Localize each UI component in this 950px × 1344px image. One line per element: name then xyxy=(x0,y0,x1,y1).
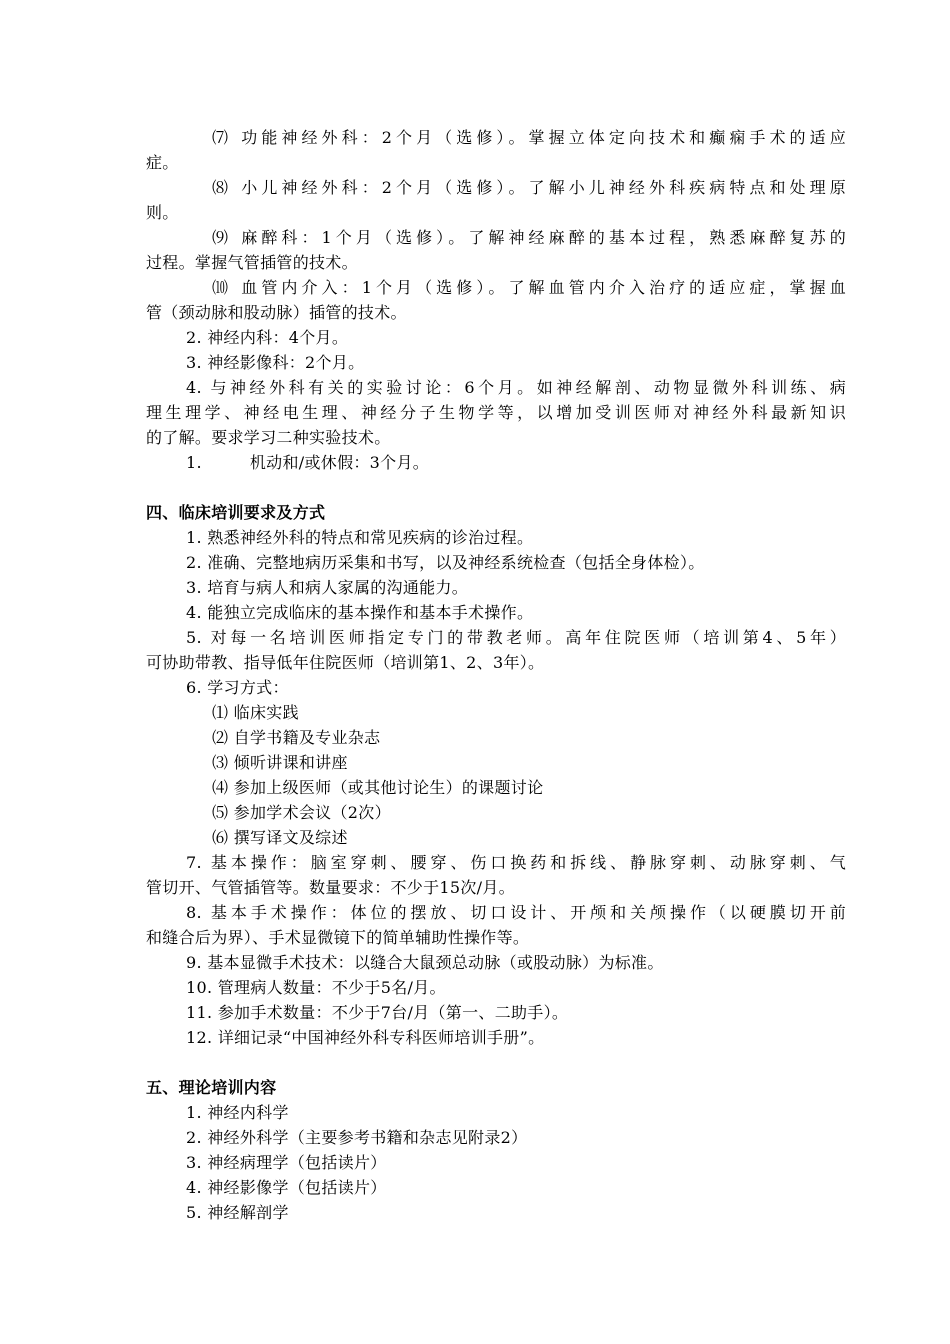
s4-item-3: 3. 培育与病人和病人家属的沟通能力。 xyxy=(186,578,469,597)
s4-item-1: 1. 熟悉神经外科的特点和常见疾病的诊治过程。 xyxy=(186,528,534,547)
s4-method-2: ⑵ 自学书籍及专业杂志 xyxy=(212,728,381,747)
s4-method-6: ⑹ 撰写译文及综述 xyxy=(212,828,348,847)
s4-method-4: ⑷ 参加上级医师（或其他讨论生）的课题讨论 xyxy=(212,778,544,797)
item-leave xyxy=(186,451,846,475)
s4-method-1: ⑴ 临床实践 xyxy=(212,703,299,722)
section-4-heading: 四、临床培训要求及方式 xyxy=(146,503,326,522)
s4-item-7-line-2: 管切开、气管插管等。数量要求：不少于15次/月。 xyxy=(146,878,515,897)
item-leave-text: 机动和/或休假：3个月。 xyxy=(249,453,430,472)
s4-item-8-line-1: 8. 基本手术操作：体位的摆放、切口设计、开颅和关颅操作（以硬膜切开前 xyxy=(186,903,846,922)
s5-item-2: 2. 神经外科学（主要参考书籍和杂志见附录2） xyxy=(186,1128,528,1147)
s4-item-12: 12. 详细记录“中国神经外科专科医师培训手册”。 xyxy=(186,1028,545,1047)
s4-method-5: ⑸ 参加学术会议（2次） xyxy=(212,803,391,822)
item-7-line-1: ⑺ 功能神经外科：2个月（选修）。掌握立体定向技术和癫痫手术的适应 xyxy=(212,128,846,147)
item-9-line-2: 过程。掌握气管插管的技术。 xyxy=(146,253,358,272)
s4-item-5-line-1: 5. 对每一名培训医师指定专门的带教老师。高年住院医师（培训第4、5年） xyxy=(186,628,846,647)
item-leave-number: 1. xyxy=(186,453,202,472)
s5-item-3: 3. 神经病理学（包括读片） xyxy=(186,1153,387,1172)
s5-item-1: 1. 神经内科学 xyxy=(186,1103,289,1122)
s4-item-5-line-2: 可协助带教、指导低年住院医师（培训第1、2、3年）。 xyxy=(146,653,545,672)
item-8-line-2: 则。 xyxy=(146,203,179,222)
s4-method-3: ⑶ 倾听讲课和讲座 xyxy=(212,753,348,772)
item-3-neuroimaging: 3. 神经影像科：2个月。 xyxy=(186,353,365,372)
s4-item-8-line-2: 和缝合后为界）、手术显微镜下的简单辅助性操作等。 xyxy=(146,928,530,947)
s4-item-10: 10. 管理病人数量：不少于5名/月。 xyxy=(186,978,446,997)
item-9-line-1: ⑼ 麻醉科：1个月（选修）。了解神经麻醉的基本过程，熟悉麻醉复苏的 xyxy=(212,228,846,247)
item-2-neurology: 2. 神经内科：4个月。 xyxy=(186,328,349,347)
s4-item-2: 2. 准确、完整地病历采集和书写，以及神经系统检查（包括全身体检）。 xyxy=(186,553,705,572)
item-10-line-2: 管（颈动脉和股动脉）插管的技术。 xyxy=(146,303,407,322)
item-8-line-1: ⑻ 小儿神经外科：2个月（选修）。了解小儿神经外科疾病特点和处理原 xyxy=(212,178,846,197)
s4-item-11: 11. 参加手术数量：不少于7台/月（第一、二助手）。 xyxy=(186,1003,569,1022)
s4-item-7-line-1: 7. 基本操作：脑室穿刺、腰穿、伤口换药和拆线、静脉穿刺、动脉穿刺、气 xyxy=(186,853,846,872)
item-4-line-2: 理生理学、神经电生理、神经分子生物学等，以增加受训医师对神经外科最新知识 xyxy=(146,403,846,422)
s4-item-4: 4. 能独立完成临床的基本操作和基本手术操作。 xyxy=(186,603,534,622)
s4-item-9: 9. 基本显微手术技术：以缝合大鼠颈总动脉（或股动脉）为标准。 xyxy=(186,953,664,972)
item-10-line-1: ⑽ 血管内介入：1个月（选修）。了解血管内介入治疗的适应症，掌握血 xyxy=(212,278,846,297)
s5-item-5: 5. 神经解剖学 xyxy=(186,1203,289,1222)
item-4-line-3: 的了解。要求学习二种实验技术。 xyxy=(146,428,391,447)
s5-item-4: 4. 神经影像学（包括读片） xyxy=(186,1178,387,1197)
item-4-line-1: 4. 与神经外科有关的实验讨论：6个月。如神经解剖、动物显微外科训练、病 xyxy=(186,378,846,397)
item-7-line-2: 症。 xyxy=(146,153,179,172)
s4-item-6: 6. 学习方式： xyxy=(186,678,289,697)
section-5-heading: 五、理论培训内容 xyxy=(146,1078,277,1097)
